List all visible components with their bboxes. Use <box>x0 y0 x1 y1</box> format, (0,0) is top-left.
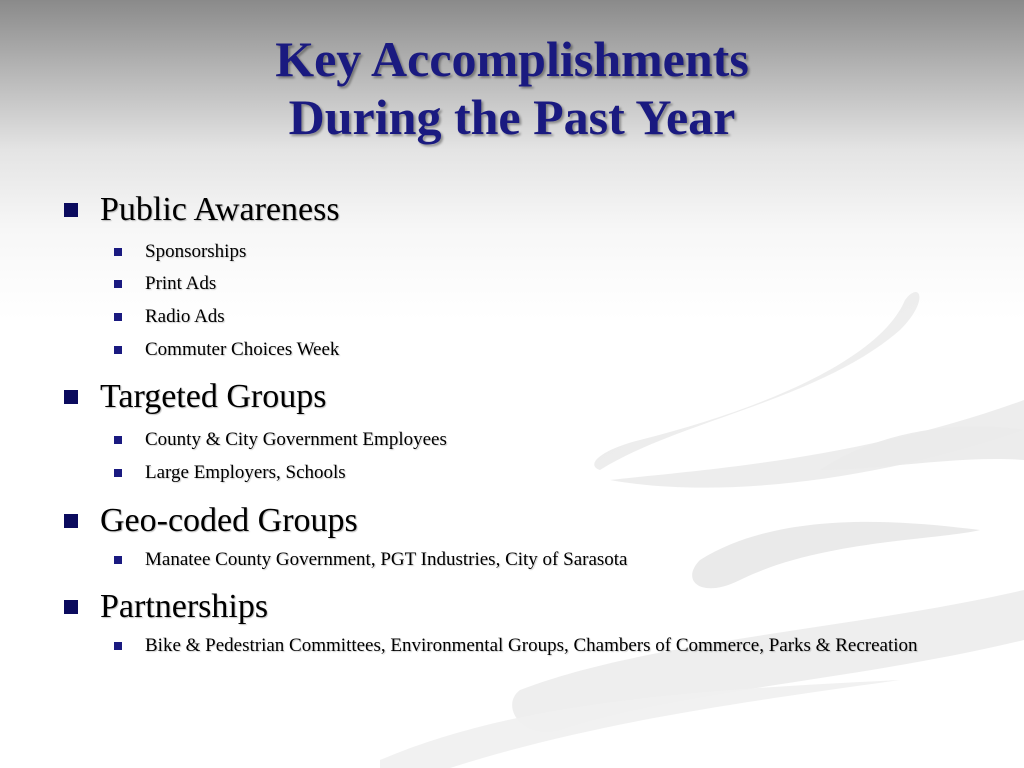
title-line-1: Key Accomplishments <box>275 31 749 87</box>
list-item: Print Ads <box>145 273 217 294</box>
section-heading-public-awareness: Public Awareness <box>100 191 340 228</box>
list-item: Manatee County Government, PGT Industries, City of Sarasota <box>145 549 628 570</box>
section-heading-partnerships: Partnerships <box>100 588 269 625</box>
list-item: Radio Ads <box>145 306 225 327</box>
list-item: Bike & Pedestrian Committees, Environmental Groups, Chambers of Commerce, Parks & Recreation <box>145 635 918 656</box>
section-heading-geo-coded-groups: Geo-coded Groups <box>100 502 358 539</box>
section-heading-targeted-groups: Targeted Groups <box>100 378 327 415</box>
list-item: Sponsorships <box>145 241 247 262</box>
list-item: Commuter Choices Week <box>145 339 340 360</box>
list-item: Large Employers, Schools <box>145 462 346 483</box>
list-item: County & City Government Employees <box>145 429 447 450</box>
title-line-2: During the Past Year <box>288 89 736 145</box>
